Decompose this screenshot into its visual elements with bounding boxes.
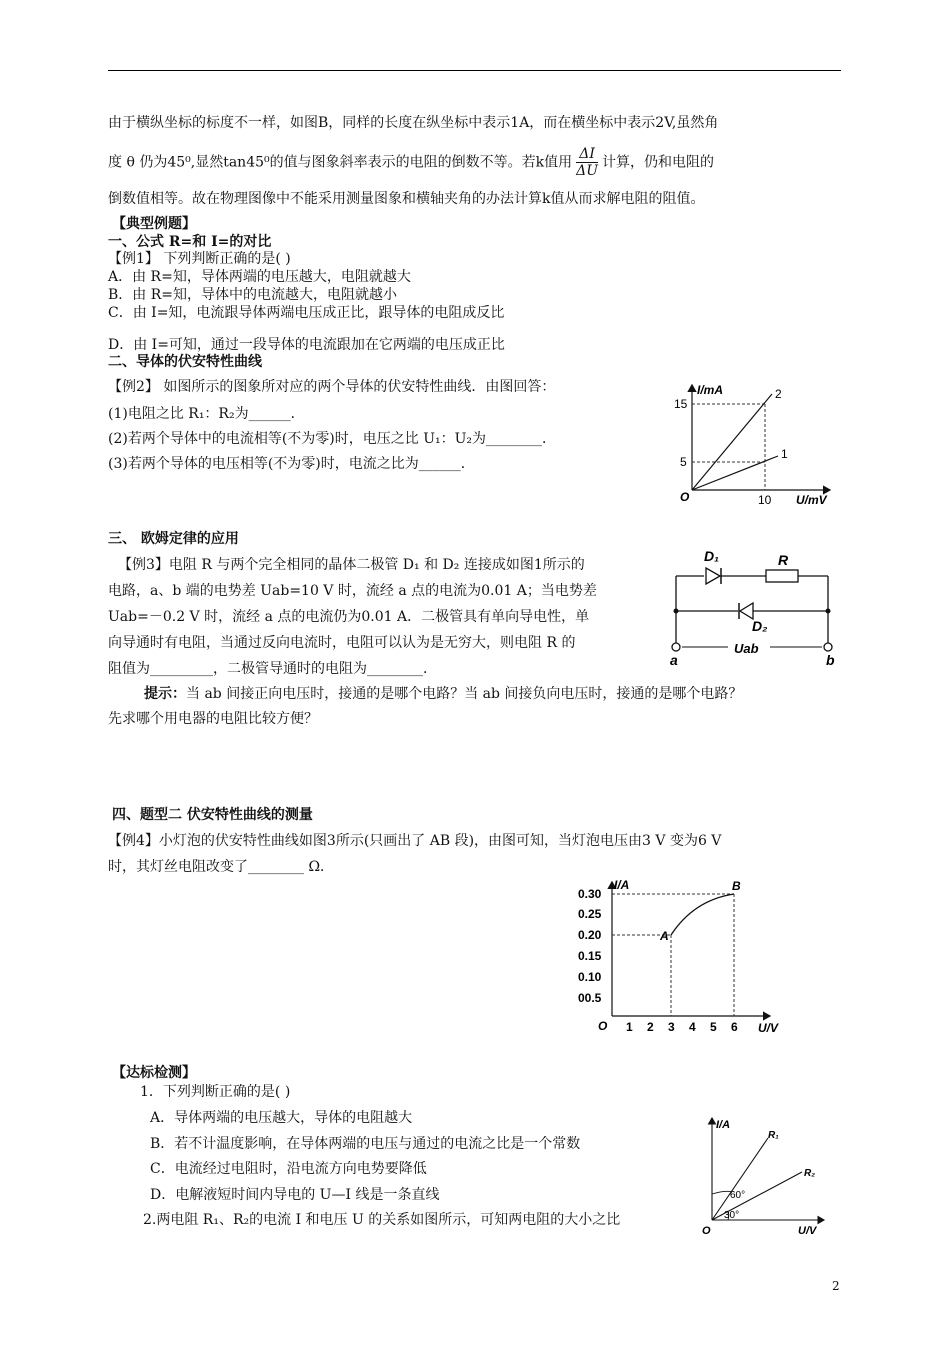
tick-15: 15 — [674, 397, 688, 411]
lamp-x-label: U/V — [758, 1021, 779, 1035]
angle-60-label: 60° — [730, 1190, 746, 1201]
page-number: 2 — [832, 1279, 840, 1293]
ex2-part-2: (2)若两个导体中的电流相等(不为零)时，电压之比 U₁：U₂为________． — [108, 431, 557, 447]
r-y-label: I/A — [716, 1119, 731, 1131]
ex1-option-d: D．由 I=可知，通过一段导体的电流跟加在它两端的电压成正比 — [108, 337, 505, 353]
label-r: R — [778, 552, 789, 568]
fraction-numerator: ΔI — [576, 146, 598, 163]
hint-label: 提示： — [144, 686, 186, 702]
ex3-hint-line-1 — [144, 685, 742, 703]
lamp-y-label: I/A — [614, 878, 630, 892]
intro-line-2-pre: 度 θ 仍为45⁰,显然tan45⁰的值与图象斜率表示的电阻的倒数不等。若k值用 — [108, 154, 573, 171]
y-axis-label: I/mA — [697, 383, 724, 397]
intro-line-1: 由于横纵坐标的标度不一样，如图B，同样的长度在纵坐标中表示1A，而在横坐标中表示2V,虽然角 — [108, 115, 719, 131]
ex4-lamp-iv-graph — [574, 878, 794, 1038]
diode-d1 — [706, 568, 720, 584]
sec2-title: 二、导体的伏安特性曲线 — [108, 354, 262, 370]
r-x-label: U/V — [798, 1225, 817, 1237]
r1-r2-graph — [700, 1114, 830, 1239]
line-2-label: 2 — [775, 387, 782, 401]
line-1-label: 1 — [781, 447, 788, 461]
terminal-a — [672, 643, 680, 651]
diode-d2 — [740, 603, 753, 619]
diode-circuit-diagram — [666, 543, 846, 668]
check-q1-option-d: D．电解液短时间内导电的 U—I 线是一条直线 — [150, 1187, 440, 1203]
tick-5: 5 — [680, 455, 687, 469]
sec5-title: 【达标检测】 — [112, 1065, 196, 1081]
point-b-label: B — [732, 879, 741, 893]
ex1-option-b: B．由 R=知，导体中的电流越大，电阻就越小 — [108, 287, 398, 303]
ex4-line-2: 时，其灯丝电阻改变了________ Ω． — [108, 859, 335, 875]
r-origin: O — [702, 1225, 711, 1237]
intro-line-2-post: 计算，仍和电阻的 — [602, 154, 715, 171]
label-uab: Uab — [734, 641, 759, 656]
label-d1: D₁ — [704, 548, 720, 564]
curve-ab — [671, 894, 734, 935]
ytick-015: 0.15 — [578, 949, 602, 963]
xtick-6: 6 — [731, 1020, 738, 1034]
origin-label: O — [680, 490, 690, 504]
delta-fraction — [576, 146, 598, 179]
r2-label: R₂ — [804, 1168, 816, 1179]
fraction-denominator: ΔU — [576, 163, 599, 179]
angle-30-label: 30° — [724, 1210, 740, 1221]
xtick-5: 5 — [710, 1020, 717, 1034]
ex2-part-3: (3)若两个导体的电压相等(不为零)时，电流之比为______． — [108, 456, 475, 472]
ex1-option-a: A．由 R=知，导体两端的电压越大，电阻就越大 — [108, 269, 411, 285]
ex3-line-4: 向导通时有电阻，当通过反向电流时，电阻可以认为是无穷大，则电阻 R 的 — [108, 635, 576, 651]
ex3-hint-line-2: 先求哪个用电器的电阻比较方便？ — [108, 711, 318, 727]
hint-text-1: 当 ab 间接正向电压时，接通的是哪个电路？当 ab 间接负向电压时，接通的是哪个电路？ — [186, 686, 743, 702]
ex1-option-c: C．由 I=知，电流跟导体两端电压成正比，跟导体的电阻成反比 — [108, 305, 505, 321]
terminal-b — [824, 643, 832, 651]
xtick-3: 3 — [668, 1020, 675, 1034]
sec4-title: 四、题型二 伏安特性曲线的测量 — [112, 807, 313, 823]
x-axis-label: U/mV — [796, 493, 827, 507]
ytick-010: 0.10 — [578, 970, 602, 984]
ex2-iv-graph — [672, 380, 842, 510]
lamp-origin: O — [598, 1019, 608, 1033]
r1-label: R₁ — [768, 1130, 779, 1141]
ex3-line-2: 电路，a、b 端的电势差 Uab=10 V 时，流经 a 点的电流为0.01 A；当电势差 — [108, 583, 597, 599]
ytick-030: 0.30 — [578, 887, 602, 901]
label-b: b — [826, 652, 835, 668]
label-d2: D₂ — [752, 618, 768, 634]
intro-line-3: 倒数值相等。故在物理图像中不能采用测量图象和横轴夹角的办法计算k值从而求解电阻的阻值。 — [108, 191, 705, 207]
ex3-line-3: Uab=－0.2 V 时，流经 a 点的电流仍为0.01 A．二极管具有单向导电性，单 — [108, 609, 590, 625]
ex1-question: 【例1】 下列判断正确的是( ) — [108, 251, 291, 267]
xtick-2: 2 — [647, 1020, 654, 1034]
tick-10: 10 — [758, 493, 772, 507]
xtick-4: 4 — [689, 1020, 696, 1034]
xtick-1: 1 — [626, 1020, 633, 1034]
intro-line-2 — [108, 146, 714, 179]
ytick-025: 0.25 — [578, 907, 602, 921]
check-q1-option-b: B．若不计温度影响，在导体两端的电压与通过的电流之比是一个常数 — [150, 1136, 581, 1152]
label-a: a — [670, 652, 678, 668]
check-q2: 2.两电阻 R₁、R₂的电流 I 和电压 U 的关系如图所示，可知两电阻的大小之比 — [143, 1212, 621, 1228]
ex3-line-1: 【例3】电阻 R 与两个完全相同的晶体二极管 D₁ 和 D₂ 连接成如图1所示的 — [118, 557, 585, 573]
ytick-020: 0.20 — [578, 928, 602, 942]
resistor-r — [766, 570, 798, 582]
check-q1-option-a: A．导体两端的电压越大，导体的电阻越大 — [150, 1110, 413, 1126]
ex4-line-1: 【例4】小灯泡的伏安特性曲线如图3所示(只画出了 AB 段)，由图可知，当灯泡电压由3 V 变为6 V — [108, 833, 722, 849]
line-r1 — [712, 1138, 768, 1220]
check-q1-option-c: C．电流经过电阻时，沿电流方向电势要降低 — [150, 1161, 427, 1177]
sec3-title: 三、 欧姆定律的应用 — [108, 531, 239, 547]
ex2-part-1: (1)电阻之比 R₁：R₂为______． — [108, 406, 305, 422]
point-a-label: A — [660, 929, 669, 943]
typical-examples-heading: 【典型例题】 — [112, 216, 196, 232]
line-2 — [692, 394, 772, 490]
ex2-question: 【例2】 如图所示的图象所对应的两个导体的伏安特性曲线．由图回答： — [108, 379, 556, 395]
ytick-005: 00.5 — [578, 991, 602, 1005]
sec1-title: 一、公式 R=和 I=的对比 — [108, 234, 272, 250]
ex3-line-5: 阻值为_________，二极管导通时的电阻为________． — [108, 661, 437, 677]
check-q1: 1．下列判断正确的是( ) — [140, 1084, 291, 1100]
header-rule — [108, 70, 841, 71]
